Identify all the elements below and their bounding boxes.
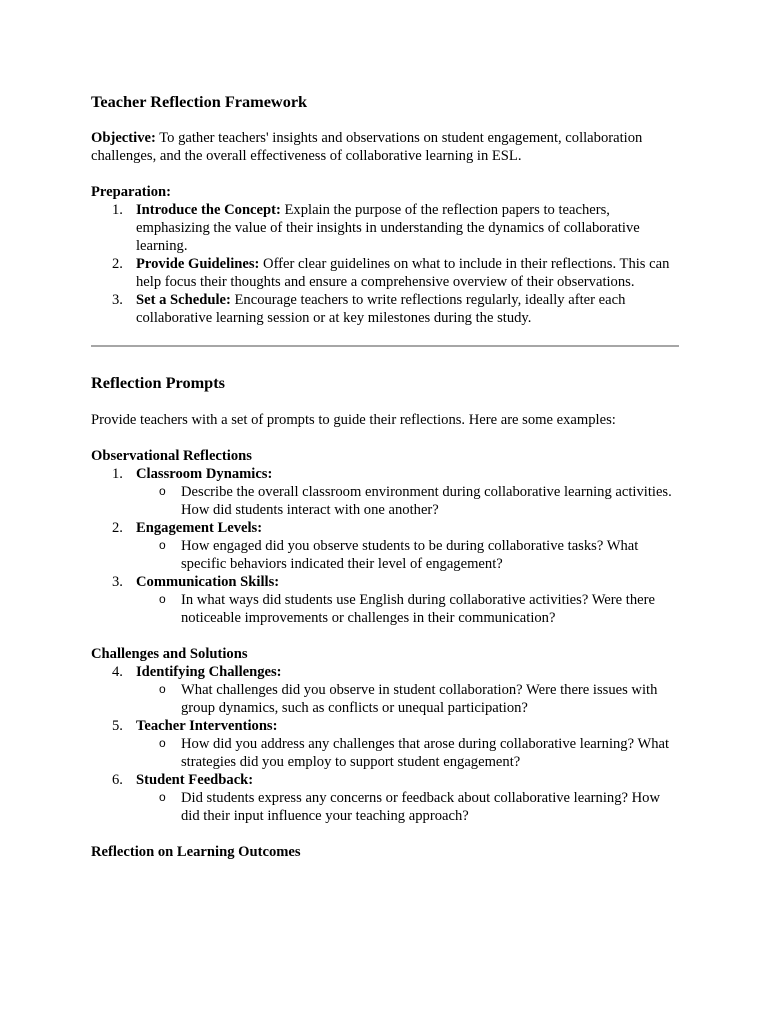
item-text: Encourage teachers to write reflections regularly, ideally after each collaborative learning session or at key milestones during the study. — [136, 292, 626, 326]
sub-list — [136, 483, 681, 519]
preparation-list — [91, 201, 681, 327]
sub-item — [91, 789, 681, 825]
item-number: 1. — [112, 202, 123, 218]
item-label: Classroom Dynamics: — [136, 466, 273, 482]
item-label: Communication Skills: — [136, 574, 280, 590]
sub-item-text: Describe the overall classroom environment during collaborative learning activities. How did students interact with one another? — [181, 484, 672, 518]
bullet-icon: o — [159, 484, 166, 498]
bullet-icon: o — [159, 538, 166, 552]
sub-item — [91, 681, 681, 717]
item-label: Identifying Challenges: — [136, 664, 282, 680]
sub-item-text: Did students express any concerns or feedback about collaborative learning? How did their input influence your teaching approach? — [181, 790, 660, 824]
sub-item-text: How engaged did you observe students to be during collaborative tasks? What specific behaviors indicated their level of engagement? — [181, 538, 639, 572]
prompt-item — [91, 717, 681, 771]
sub-list — [136, 537, 681, 573]
sub-item-text: In what ways did students use English during collaborative activities? Were there noticeable improvements or challenges in their communication? — [181, 592, 655, 626]
challenges-heading: Challenges and Solutions — [91, 646, 248, 662]
sub-list — [136, 789, 681, 825]
item-text: Offer clear guidelines on what to include in their reflections. This can help focus their thoughts and ensure a comprehensive overview of their observations. — [136, 256, 670, 290]
sub-list — [136, 591, 681, 627]
item-number: 3. — [112, 292, 123, 308]
bullet-icon: o — [159, 790, 166, 804]
item-number: 3. — [112, 574, 123, 590]
item-label: Engagement Levels: — [136, 520, 263, 536]
observational-heading: Observational Reflections — [91, 448, 252, 464]
prompts-intro: Provide teachers with a set of prompts to guide their reflections. Here are some examples: — [91, 412, 616, 428]
framework-title: Teacher Reflection Framework — [91, 92, 308, 111]
item-number: 1. — [112, 466, 123, 482]
section-divider — [91, 345, 679, 347]
item-label: Introduce the Concept: — [136, 202, 281, 218]
item-number: 5. — [112, 718, 123, 734]
sub-item — [91, 735, 681, 771]
sub-item-text: How did you address any challenges that arose during collaborative learning? What strategies did you employ to support student engagement? — [181, 736, 670, 770]
prompt-item — [91, 663, 681, 717]
objective-text: To gather teachers' insights and observations on student engagement, collaboration challenges, and the overall effectiveness of collaborative learning in ESL. — [91, 130, 643, 164]
item-number: 2. — [112, 256, 123, 272]
bullet-icon: o — [159, 592, 166, 606]
item-label: Student Feedback: — [136, 772, 254, 788]
preparation-heading: Preparation: — [91, 184, 171, 200]
bullet-icon: o — [159, 736, 166, 750]
item-text: Explain the purpose of the reflection papers to teachers, emphasizing the value of their insights in understanding the dynamics of collaborative learning. — [136, 202, 640, 254]
objective-label: Objective: — [91, 130, 156, 146]
prompt-item — [91, 519, 681, 573]
item-label: Set a Schedule: — [136, 292, 231, 308]
sub-item — [91, 483, 681, 519]
objective-paragraph — [91, 129, 681, 165]
preparation-item — [91, 291, 681, 327]
prompt-item — [91, 771, 681, 825]
item-label: Teacher Interventions: — [136, 718, 278, 734]
item-number: 4. — [112, 664, 123, 680]
challenges-list — [91, 663, 681, 825]
bullet-icon: o — [159, 682, 166, 696]
item-number: 6. — [112, 772, 123, 788]
sub-list — [136, 735, 681, 771]
prompt-item — [91, 573, 681, 627]
sub-item — [91, 591, 681, 627]
preparation-item — [91, 201, 681, 255]
item-number: 2. — [112, 520, 123, 536]
sub-list — [136, 681, 681, 717]
prompt-item — [91, 465, 681, 519]
sub-item — [91, 537, 681, 573]
document-page — [91, 92, 681, 861]
item-label: Provide Guidelines: — [136, 256, 260, 272]
outcomes-heading: Reflection on Learning Outcomes — [91, 844, 301, 860]
observational-list — [91, 465, 681, 627]
sub-item-text: What challenges did you observe in student collaboration? Were there issues with group dynamics, such as conflicts or unequal participation? — [181, 682, 658, 716]
prompts-title: Reflection Prompts — [91, 373, 225, 392]
preparation-item — [91, 255, 681, 291]
